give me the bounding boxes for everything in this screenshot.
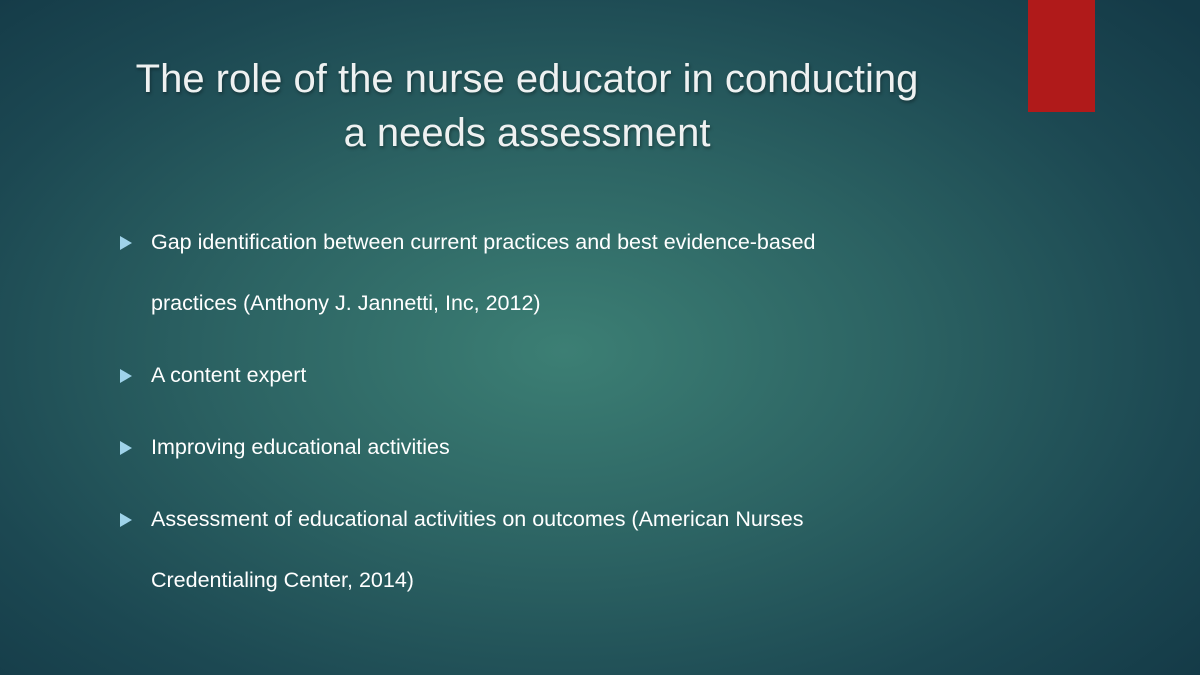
slide-title <box>60 52 994 160</box>
accent-bar <box>1028 0 1095 112</box>
bullet-item <box>117 417 1017 478</box>
bullet-item <box>117 489 1017 611</box>
triangle-right-icon <box>120 369 132 383</box>
bullet-text <box>151 489 1017 611</box>
triangle-right-icon <box>120 513 132 527</box>
bullet-line: Credentialing Center, 2014) <box>151 568 414 592</box>
bullet-line: Improving educational activities <box>151 435 450 459</box>
bullet-text <box>151 345 1017 406</box>
triangle-right-icon <box>120 236 132 250</box>
bullet-line: practices (Anthony J. Jannetti, Inc, 2012) <box>151 291 541 315</box>
bullet-item <box>117 212 1017 334</box>
bullet-text <box>151 417 1017 478</box>
bullet-text <box>151 212 1017 334</box>
bullet-line: Assessment of educational activities on outcomes (American Nurses <box>151 507 804 531</box>
bullet-item <box>117 345 1017 406</box>
triangle-right-icon <box>120 441 132 455</box>
bullet-line: A content expert <box>151 363 307 387</box>
bullet-list <box>117 212 1017 622</box>
slide-title-line: The role of the nurse educator in conducting <box>135 57 919 101</box>
slide-title-line: a needs assessment <box>343 111 711 155</box>
bullet-line: Gap identification between current practices and best evidence-based <box>151 230 816 254</box>
